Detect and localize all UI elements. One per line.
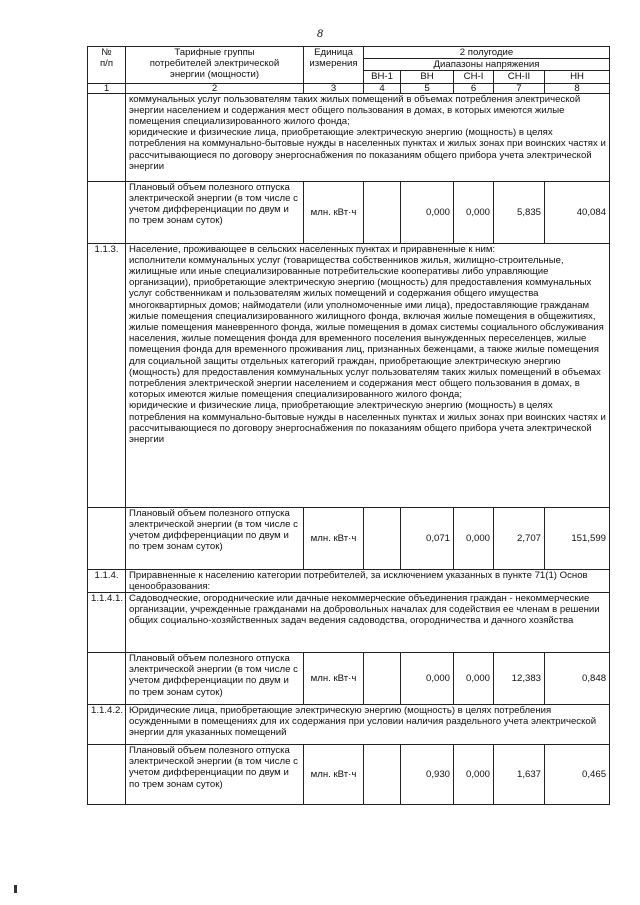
- header-unit: Единица измерения: [304, 47, 364, 84]
- unit-cell: млн. кВт·ч: [304, 181, 364, 243]
- header-num: № п/п: [88, 47, 126, 84]
- value-cell: 0,071: [401, 507, 454, 569]
- value-cell: 1,637: [494, 745, 545, 805]
- value-cell: 0,848: [545, 653, 610, 705]
- header-ranges: Диапазоны напряжения: [364, 59, 610, 71]
- scan-edge-mark: [14, 885, 17, 893]
- header-level-sn1: СН-I: [454, 71, 494, 83]
- value-cell: [364, 653, 401, 705]
- value-cell: 0,000: [454, 181, 494, 243]
- row-description: коммунальных услуг пользователям таких жилых помещений в объемах потребления электрической энергии населением и содержания мест общего пользования в домах, в которых имеются жилые помещения специализированного жилого фонда; юридические и физические лица, приобретающие электрическую энергию (мощность) в целях потребления на коммунально-бытовые нужды в населенных пунктах и жилых зонах при воинских частях и рассчитывающиеся по договору энергоснабжения по показаниям общего прибора учета электрической энергии: [126, 93, 610, 181]
- col-number: 4: [364, 83, 401, 93]
- volume-row: [88, 653, 610, 705]
- row-number: [88, 93, 126, 181]
- col-number: 6: [454, 83, 494, 93]
- col-number: 2: [126, 83, 304, 93]
- header-level-sn2: СН-II: [494, 71, 545, 83]
- volume-row: [88, 507, 610, 569]
- row-description: Население, проживающее в сельских населенных пунктах и приравненные к ним: исполнители коммунальных услуг (товарищества собственников жилья, жилищно-строительные, жилищные или иные специализированные потребительские кооперативы либо управляющие организации), приобретающие электрическую энергию (мощность) для предоставления коммунальных услуг собственникам и пользователям жилых помещений и содержания общего имущества многоквартирных домов; наймодатели (или уполномоченные ими лица), предоставляющие гражданам жилые помещения специализированного жилищного фонда, включая жилые помещения в общежитиях, жилые помещения маневренного фонда, жилые помещения в домах системы социального обслуживания населения, жилые помещения фонда для временного поселения вынужденных переселенцев, жилые помещения фонда для временного проживания лиц, признанных беженцами, а также жилые помещения для социальной защиты отдельных категорий граждан, приобретающие электрическую энергию (мощность) для предоставления коммунальных услуг пользователям таких жилых помещений в объемах потребления электрической энергии населением и содержания мест общего пользования в домах, в которых имеются жилые помещения специализированного жилого фонда; юридические и физические лица, приобретающие электрическую энергию (мощность) в целях потребления на коммунально-бытовые нужды в населенных пунктах и жилых зонах при воинских частях и рассчитывающиеся по договору энергоснабжения по показаниям общего прибора учета электрической энергии: [126, 243, 610, 507]
- col-number: 1: [88, 83, 126, 93]
- row-description: Юридические лица, приобретающие электрическую энергию (мощность) в целях потребления осужденными в помещениях для их содержания при условии наличия раздельного учета электрической энергии для указанных помещений: [126, 705, 610, 745]
- value-cell: 0,000: [401, 653, 454, 705]
- value-cell: [364, 507, 401, 569]
- row-number: 1.1.3.: [88, 243, 126, 507]
- volume-label: Плановый объем полезного отпуска электрической энергии (в том числе с учетом дифференциации по двум и по трем зонам суток): [126, 181, 304, 243]
- tariff-table: [87, 46, 610, 805]
- col-number: 7: [494, 83, 545, 93]
- header-level-vn: ВН: [401, 71, 454, 83]
- row-number: 1.1.4.1.: [88, 593, 126, 653]
- col-number: 8: [545, 83, 610, 93]
- header-group: Тарифные группы потребителей электрической энергии (мощности): [126, 47, 304, 84]
- row-number-empty: [88, 507, 126, 569]
- col-number: 3: [304, 83, 364, 93]
- value-cell: 5,835: [494, 181, 545, 243]
- header-level-nn: НН: [545, 71, 610, 83]
- value-cell: 12,383: [494, 653, 545, 705]
- value-cell: 0,000: [454, 507, 494, 569]
- col-number: 5: [401, 83, 454, 93]
- volume-label: Плановый объем полезного отпуска электрической энергии (в том числе с учетом дифференциации по двум и по трем зонам суток): [126, 507, 304, 569]
- value-cell: 0,465: [545, 745, 610, 805]
- section-row: [88, 705, 610, 745]
- value-cell: 0,000: [454, 653, 494, 705]
- row-number-empty: [88, 181, 126, 243]
- section-row: [88, 243, 610, 507]
- unit-cell: млн. кВт·ч: [304, 507, 364, 569]
- row-number: 1.1.4.2.: [88, 705, 126, 745]
- header-level-vn1: ВН-1: [364, 71, 401, 83]
- row-number: 1.1.4.: [88, 569, 126, 592]
- section-row: [88, 569, 610, 592]
- volume-label: Плановый объем полезного отпуска электрической энергии (в том числе с учетом дифференциации по двум и по трем зонам суток): [126, 653, 304, 705]
- volume-row: [88, 181, 610, 243]
- value-cell: [364, 745, 401, 805]
- value-cell: 2,707: [494, 507, 545, 569]
- unit-cell: млн. кВт·ч: [304, 745, 364, 805]
- section-row: [88, 93, 610, 181]
- page-number: 8: [317, 26, 323, 40]
- volume-row: [88, 745, 610, 805]
- row-description: Приравненные к населению категории потребителей, за исключением указанных в пункте 71(1) Основ ценообразования:: [126, 569, 610, 592]
- volume-label: Плановый объем полезного отпуска электрической энергии (в том числе с учетом дифференциации по двум и по трем зонам суток): [126, 745, 304, 805]
- unit-cell: млн. кВт·ч: [304, 653, 364, 705]
- value-cell: 0,000: [454, 745, 494, 805]
- row-description: Садоводческие, огороднические или дачные некоммерческие объединения граждан - некоммерческие организации, учрежденные гражданами на добровольных началах для содействия ее членам в решении общих социально-хозяйственных задач ведения садоводства, огородничества и дачного хозяйства: [126, 593, 610, 653]
- section-row: [88, 593, 610, 653]
- value-cell: 40,084: [545, 181, 610, 243]
- value-cell: [364, 181, 401, 243]
- value-cell: 0,930: [401, 745, 454, 805]
- row-number-empty: [88, 745, 126, 805]
- row-number-empty: [88, 653, 126, 705]
- value-cell: 151,599: [545, 507, 610, 569]
- header-period: 2 полугодие: [364, 47, 610, 59]
- value-cell: 0,000: [401, 181, 454, 243]
